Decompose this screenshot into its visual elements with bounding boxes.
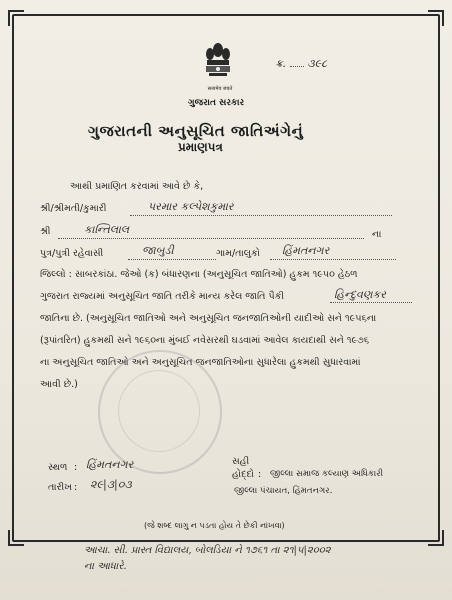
certificate-title: ગુજરાતની અનુસૂચિત જાતિઅંગેનું [88,122,304,140]
designation-colon: : [258,469,262,480]
place-colon: : [74,462,78,473]
date-value: ૨૯|૩|૦૩ [90,478,132,491]
village-value: જાબુડી [142,244,174,257]
government-name: ગુજરાત સરકાર [188,98,245,108]
village-label: ગામ/તાલુકો [216,248,261,259]
paragraph-line-1: જાતિના છે. (અનુસૂચિત જાતિઓ અને અનુસૂચિત જનજાતિઓની યાદીઓ સને ૧૯૫૬ના [40,313,377,324]
handwritten-annotation-2: ના આધારે. [84,561,127,572]
emblem-motto: सत्यमेव जयते [207,86,233,92]
serial-prefix: ક્ર. [275,57,287,70]
border-corner [8,530,24,546]
place-label: સ્થળ [48,462,68,473]
certificate-subtitle: પ્રમાણપત્ર [178,140,223,154]
serial-value: ૩૯૮ [307,57,328,70]
date-colon: : [74,482,78,493]
name-line [130,215,392,216]
caste-value: હિન્દુવણકર [334,288,386,301]
intro-text: આથી પ્રમાણિત કરવામાં આવે છે કે, [70,181,204,192]
taluka-value: હિંમતનગર [282,244,330,257]
designation-label: હોદ્દો [232,469,255,480]
father-label: શ્રી [40,226,51,237]
designation-value: જીલ્લા સમાજ કલ્યાણ અધિકારી [270,469,384,479]
border-corner [428,530,444,546]
office-address: જીલ્લા પંચાયત, હિંમતનગર. [234,486,333,496]
village-line [128,259,216,260]
serial-number [275,57,327,71]
caste-line [330,302,412,303]
taluka-line [270,259,396,260]
paragraph-line-2: (રૂપાંતરિત) હુકમથી સને ૧૯૬૦ના મુંબઈ નવેસરથી ઘડવામાં આવેલ કાયદાથી સને ૧૯૭૬ [40,335,370,346]
place-value: હિંમતનગર [86,458,134,471]
national-emblem-icon [200,40,236,90]
name-value: પરમાર કલ્પેશકુમાર [148,200,234,213]
serial-dots [290,66,304,67]
district-line: જિલ્લો : સાબરકાંઠા. જેઓ (ક) બંધારણના (અનુસૂચિત જાતિઓ) હુકમ ૧૯૫૦ હેઠળ [40,269,358,280]
caste-line-prefix: ગુજરાત રાજ્યમાં અનુસૂચિત જાતિ તરીકે માન્ય કરેલ જાતિ પૈકી [40,291,285,302]
resident-label: પુત્ર/પુત્રી રહેવાસી [40,248,104,259]
father-value: કાન્તિલાલ [84,223,130,236]
paragraph-line-3: ના અનુસૂચિત જાતિઓ અને અનુસૂચિત જનજાતિઓના સુધારેલા હુકમથી સુધારવામાં [40,357,361,368]
official-stamp-icon [98,350,222,474]
signature-label: સહી [232,456,250,467]
date-label: તારીખ [48,482,73,493]
name-label: શ્રી/શ્રીમતી/કુમારી [40,203,107,214]
paragraph-line-4: આવી છે.) [40,379,78,390]
father-suffix: ના [372,229,382,240]
handwritten-annotation: આચા. સી. પ્રાસ્ત વિદ્યાલય, બોલડિયા ને ૧૭૬૧ તા ૨૧|૫|૨૦૦૨ [84,545,331,556]
father-line [58,238,364,239]
instruction-note: (જે શબ્દ લાગુ ન પડતા હોય તે છેકી નાંખવા) [144,521,285,530]
